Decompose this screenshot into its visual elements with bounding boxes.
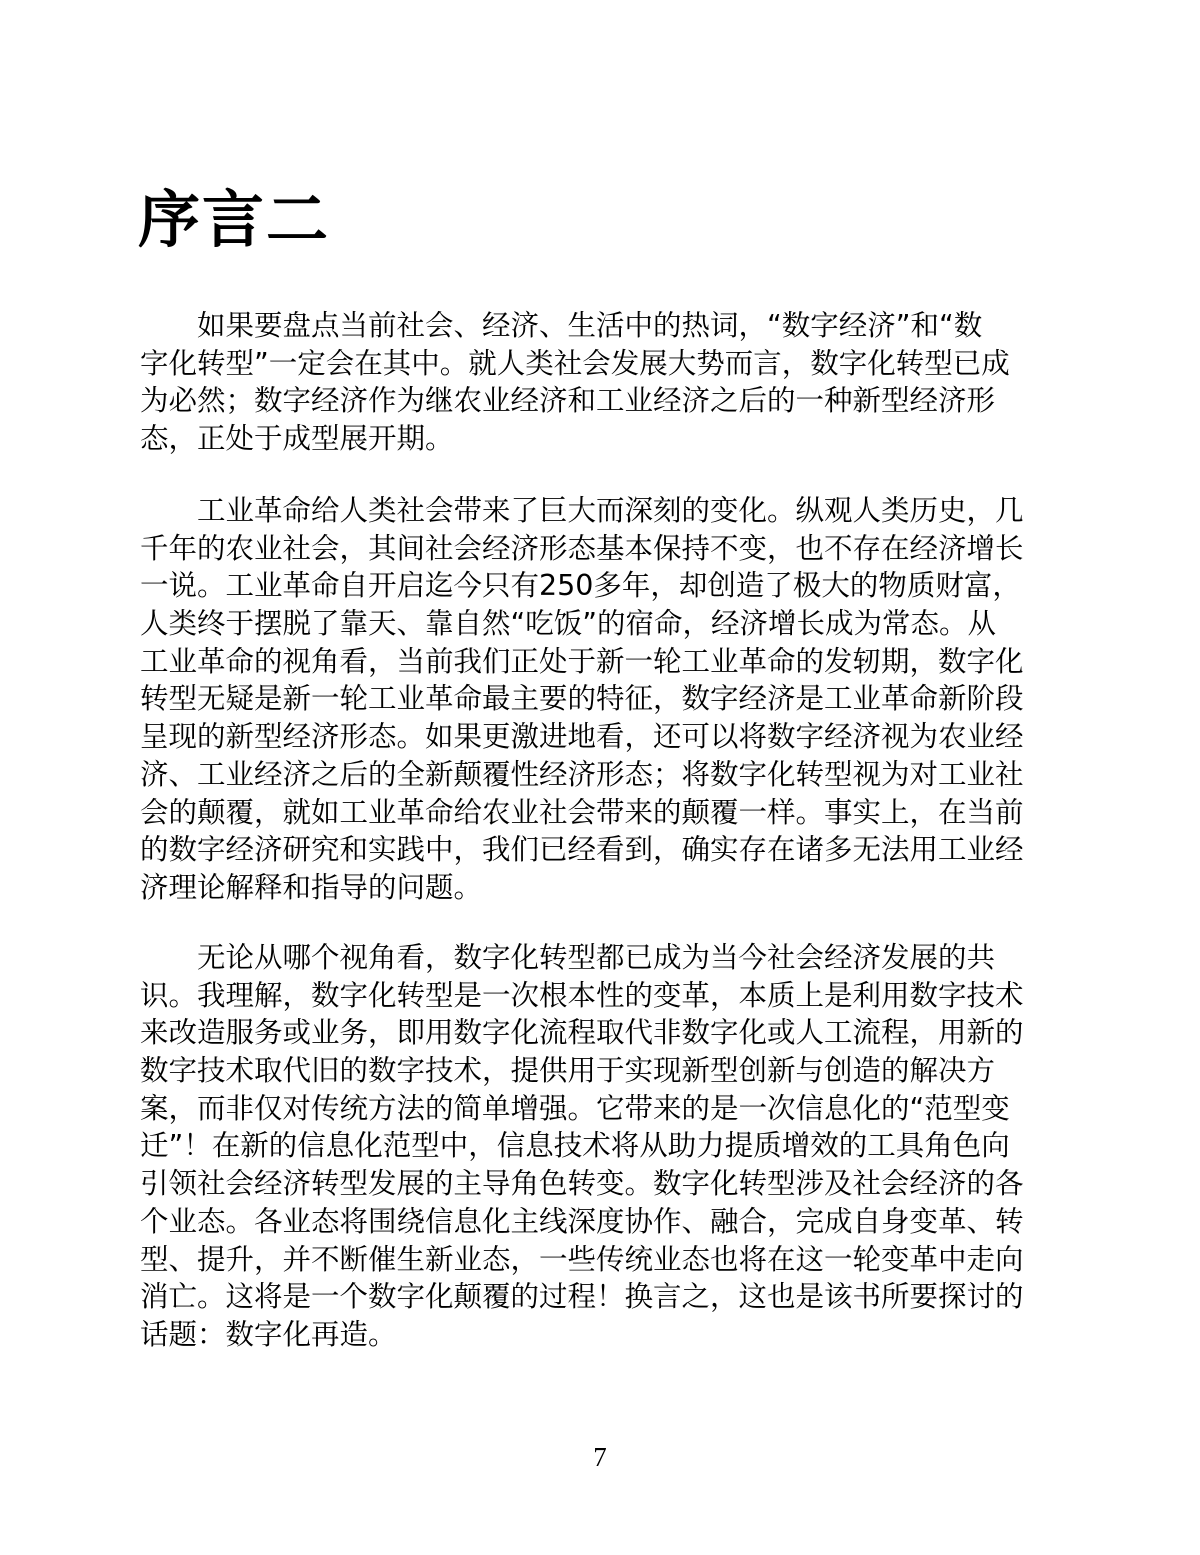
text-line: 话题：数字化再造。 [140, 1317, 397, 1351]
paragraph-3 [140, 939, 1060, 1354]
text-line: 的数字经济研究和实践中，我们已经看到，确实存在诸多无法用工业经 [140, 833, 1024, 867]
text-line: 来改造服务或业务，即用数字化流程取代非数字化或人工流程，用新的 [140, 1016, 1024, 1050]
text-line: 工业革命的视角看，当前我们正处于新一轮工业革命的发轫期，数字化 [140, 644, 1024, 678]
paragraph-1 [140, 307, 1060, 458]
text-line: 无论从哪个视角看，数字化转型都已成为当今社会经济发展的共 [197, 941, 996, 974]
text-line: 转型无疑是新一轮工业革命最主要的特征，数字经济是工业革命新阶段 [140, 682, 1024, 716]
text-line: 态，正处于成型展开期。 [140, 422, 454, 456]
text-line: 济、工业经济之后的全新颠覆性经济形态；将数字化转型视为对工业社 [140, 757, 1024, 791]
text-line: 型、提升，并不断催生新业态，一些传统业态也将在这一轮变革中走向 [140, 1242, 1024, 1276]
text-line: 呈现的新型经济形态。如果更激进地看，还可以将数字经济视为农业经 [140, 720, 1024, 754]
text-line: 迁”！在新的信息化范型中，信息技术将从助力提质增效的工具角色向 [140, 1129, 1010, 1163]
text-line: 会的颠覆，就如工业革命给农业社会带来的颠覆一样。事实上，在当前 [140, 795, 1024, 829]
text-line: 千年的农业社会，其间社会经济形态基本保持不变，也不存在经济增长 [140, 531, 1024, 565]
text-line: 引领社会经济转型发展的主导角色转变。数字化转型涉及社会经济的各 [140, 1167, 1024, 1201]
text-line: 识。我理解，数字化转型是一次根本性的变革，本质上是利用数字技术 [140, 978, 1024, 1012]
text-line: 工业革命给人类社会带来了巨大而深刻的变化。纵观人类历史，几 [197, 494, 1024, 527]
text-line: 字化转型”一定会在其中。就人类社会发展大势而言，数字化转型已成 [140, 346, 1010, 380]
text-line: 数字技术取代旧的数字技术，提供用于实现新型创新与创造的解决方 [140, 1054, 996, 1088]
text-line: 为必然；数字经济作为继农业经济和工业经济之后的一种新型经济形 [140, 384, 996, 418]
text-line: 案，而非仅对传统方法的简单增强。它带来的是一次信息化的“范型变 [140, 1091, 1010, 1125]
text-line: 一说。工业革命自开启迄今只有250多年，却创造了极大的物质财富， [140, 569, 1021, 603]
page-number: 7 [593, 1442, 607, 1472]
text-line: 济理论解释和指导的问题。 [140, 870, 483, 904]
text-line: 个业态。各业态将围绕信息化主线深度协作、融合，完成自身变革、转 [140, 1204, 1024, 1238]
text-line: 消亡。这将是一个数字化颠覆的过程！换言之，这也是该书所要探讨的 [140, 1280, 1024, 1314]
paragraph-2 [140, 492, 1060, 907]
text-line: 如果要盘点当前社会、经济、生活中的热词，“数字经济”和“数 [197, 309, 983, 342]
text-line: 人类终于摆脱了靠天、靠自然“吃饭”的宿命，经济增长成为常态。从 [140, 607, 997, 641]
page-title: 序言二 [138, 183, 331, 256]
